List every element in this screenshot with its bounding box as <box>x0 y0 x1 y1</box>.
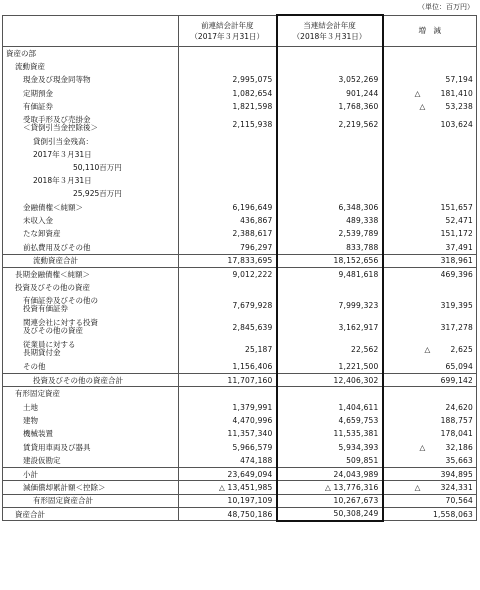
table-row <box>3 254 477 267</box>
change-value-cell <box>383 60 477 73</box>
row-label: 投資及びその他の資産合計 <box>3 374 179 387</box>
row-label: 受取手形及び売掛金 ＜貸倒引当金控除後＞ <box>3 113 179 135</box>
prior-year-value: 9,012,222 <box>179 267 277 280</box>
change-value: 188,757 <box>440 415 473 425</box>
change-value-cell <box>383 214 477 227</box>
change-value-cell <box>383 494 477 507</box>
table-row <box>3 481 477 494</box>
current-year-value: 24,043,989 <box>277 467 383 480</box>
prior-year-value <box>179 174 277 187</box>
table-row <box>3 100 477 113</box>
change-value-cell <box>383 441 477 454</box>
change-value-cell <box>383 400 477 413</box>
change-value: 1,558,063 <box>433 509 473 519</box>
change-value: 317,278 <box>440 322 473 332</box>
current-year-value: 1,404,611 <box>277 400 383 413</box>
header-current-year-date: （2018年３月31日） <box>292 32 367 41</box>
change-value-cell <box>383 148 477 161</box>
header-prior-year <box>179 15 277 47</box>
change-value-cell <box>383 227 477 240</box>
table-row <box>3 214 477 227</box>
prior-year-value: 10,197,109 <box>179 494 277 507</box>
current-year-value <box>277 148 383 161</box>
current-year-value: 489,338 <box>277 214 383 227</box>
change-value: 103,624 <box>440 119 473 129</box>
current-year-value <box>277 47 383 60</box>
prior-year-value: 2,388,617 <box>179 227 277 240</box>
current-year-value: 1,221,500 <box>277 360 383 373</box>
change-value: 178,041 <box>440 429 473 439</box>
prior-year-value <box>179 281 277 294</box>
table-row <box>3 294 477 316</box>
change-value: 37,491 <box>445 242 473 252</box>
current-year-value <box>277 161 383 174</box>
current-year-value <box>277 187 383 200</box>
change-value: 32,186 <box>445 442 473 452</box>
current-year-value: 9,481,618 <box>277 267 383 280</box>
row-label: 減価償却累計額＜控除＞ <box>3 481 179 494</box>
prior-year-value: 4,470,996 <box>179 414 277 427</box>
current-year-value: △ 13,776,316 <box>277 481 383 494</box>
current-year-value: 4,659,753 <box>277 414 383 427</box>
change-value-cell <box>383 254 477 267</box>
change-value-cell <box>383 467 477 480</box>
table-row <box>3 187 477 200</box>
decrease-marker: △ <box>419 102 426 112</box>
table-row <box>3 400 477 413</box>
table-row <box>3 338 477 360</box>
row-label: その他 <box>3 360 179 373</box>
header-change <box>383 15 477 47</box>
table-row <box>3 148 477 161</box>
unit-note: （単位：百万円） <box>418 3 474 11</box>
change-value: 70,564 <box>445 496 473 506</box>
change-value: 699,142 <box>440 375 473 385</box>
change-value-cell <box>383 87 477 100</box>
change-value: 469,396 <box>440 269 473 279</box>
change-value-cell <box>383 135 477 148</box>
decrease-marker: △ <box>414 482 421 492</box>
row-label: 有形固定資産 <box>3 387 179 400</box>
balance-sheet-table <box>2 14 477 522</box>
prior-year-value: 1,821,598 <box>179 100 277 113</box>
table-row <box>3 360 477 373</box>
table-row <box>3 227 477 240</box>
prior-year-value <box>179 161 277 174</box>
header-prior-year-date: （2017年３月31日） <box>190 31 265 41</box>
prior-year-value: △ 13,451,985 <box>179 481 277 494</box>
change-value-cell <box>383 374 477 387</box>
row-label: 有価証券及びその他の 投資有価証券 <box>3 294 179 316</box>
row-label: 現金及び現金同等物 <box>3 73 179 86</box>
change-value: 151,172 <box>440 229 473 239</box>
row-label: 建物 <box>3 414 179 427</box>
change-value-cell <box>383 316 477 338</box>
change-value: 52,471 <box>445 216 473 226</box>
prior-year-value <box>179 148 277 161</box>
current-year-value: 2,219,562 <box>277 113 383 135</box>
row-label: 小計 <box>3 467 179 480</box>
change-value-cell <box>383 200 477 213</box>
change-value-cell <box>383 113 477 135</box>
table-row <box>3 87 477 100</box>
prior-year-value: 436,867 <box>179 214 277 227</box>
table-row <box>3 507 477 520</box>
table-row <box>3 441 477 454</box>
table-row <box>3 387 477 400</box>
change-value-cell <box>383 174 477 187</box>
header-item <box>3 15 179 47</box>
prior-year-value: 23,649,094 <box>179 467 277 480</box>
row-label: 流動資産 <box>3 60 179 73</box>
row-label: 50,110百万円 <box>3 161 179 174</box>
row-label: 資産合計 <box>3 507 179 520</box>
table-header-row <box>3 15 477 47</box>
row-label: 建設仮勘定 <box>3 454 179 467</box>
change-value-cell <box>383 294 477 316</box>
change-value: 181,410 <box>440 88 473 98</box>
change-value-cell <box>383 161 477 174</box>
prior-year-value: 1,082,654 <box>179 87 277 100</box>
change-value-cell <box>383 187 477 200</box>
row-label: 従業員に対する 長期貸付金 <box>3 338 179 360</box>
table-row <box>3 60 477 73</box>
prior-year-value <box>179 47 277 60</box>
table-body <box>3 47 477 521</box>
table-row <box>3 414 477 427</box>
prior-year-value: 796,297 <box>179 241 277 254</box>
row-label: 有形固定資産合計 <box>3 494 179 507</box>
row-label: 2017年３月31日 <box>3 148 179 161</box>
table-row <box>3 174 477 187</box>
table-row <box>3 161 477 174</box>
table-row <box>3 316 477 338</box>
row-label: 定期預金 <box>3 87 179 100</box>
current-year-value: 7,999,323 <box>277 294 383 316</box>
change-value: 319,395 <box>440 300 473 310</box>
table-row <box>3 200 477 213</box>
current-year-value: 50,308,249 <box>277 507 383 520</box>
current-year-value: 5,934,393 <box>277 441 383 454</box>
change-value-cell <box>383 267 477 280</box>
prior-year-value: 474,188 <box>179 454 277 467</box>
change-value: 2,625 <box>450 344 473 354</box>
table-row <box>3 494 477 507</box>
current-year-value <box>277 387 383 400</box>
decrease-marker: △ <box>414 88 421 98</box>
current-year-value <box>277 174 383 187</box>
current-year-value <box>277 281 383 294</box>
prior-year-value: 7,679,928 <box>179 294 277 316</box>
change-value-cell <box>383 47 477 60</box>
change-value: 151,657 <box>440 202 473 212</box>
row-label: 流動資産合計 <box>3 254 179 267</box>
prior-year-value: 11,357,340 <box>179 427 277 440</box>
prior-year-value <box>179 60 277 73</box>
change-value-cell <box>383 454 477 467</box>
prior-year-value: 1,156,406 <box>179 360 277 373</box>
header-change-label: 増 減 <box>418 26 441 36</box>
prior-year-value: 48,750,186 <box>179 507 277 520</box>
change-value-cell <box>383 360 477 373</box>
table-row <box>3 73 477 86</box>
row-label: 前払費用及びその他 <box>3 241 179 254</box>
row-label: 25,925百万円 <box>3 187 179 200</box>
current-year-value: 3,052,269 <box>277 73 383 86</box>
prior-year-value <box>179 135 277 148</box>
row-label: 賃貸用車両及び器具 <box>3 441 179 454</box>
current-year-value: 3,162,917 <box>277 316 383 338</box>
prior-year-value: 1,379,991 <box>179 400 277 413</box>
prior-year-value: 17,833,695 <box>179 254 277 267</box>
row-label: 資産の部 <box>3 47 179 60</box>
current-year-value: 833,788 <box>277 241 383 254</box>
change-value: 57,194 <box>445 75 473 85</box>
prior-year-value: 6,196,649 <box>179 200 277 213</box>
change-value-cell <box>383 387 477 400</box>
header-current-year <box>277 15 383 47</box>
row-label: 投資及びその他の資産 <box>3 281 179 294</box>
table-row <box>3 47 477 60</box>
change-value-cell <box>383 338 477 360</box>
row-label: 機械装置 <box>3 427 179 440</box>
change-value: 24,620 <box>445 402 473 412</box>
prior-year-value: 2,115,938 <box>179 113 277 135</box>
current-year-value: 10,267,673 <box>277 494 383 507</box>
change-value-cell <box>383 100 477 113</box>
prior-year-value: 25,187 <box>179 338 277 360</box>
change-value: 318,961 <box>440 256 473 266</box>
prior-year-value: 2,995,075 <box>179 73 277 86</box>
current-year-value: 12,406,302 <box>277 374 383 387</box>
table-row <box>3 267 477 280</box>
table-row <box>3 281 477 294</box>
table-row <box>3 374 477 387</box>
change-value-cell <box>383 414 477 427</box>
current-year-value: 509,851 <box>277 454 383 467</box>
row-label: たな卸資産 <box>3 227 179 240</box>
prior-year-value: 2,845,639 <box>179 316 277 338</box>
table-row <box>3 241 477 254</box>
decrease-marker: △ <box>419 442 426 452</box>
change-value-cell <box>383 281 477 294</box>
table-row <box>3 427 477 440</box>
prior-year-value <box>179 187 277 200</box>
row-label: 貸倒引当金残高： <box>3 135 179 148</box>
current-year-value <box>277 135 383 148</box>
row-label: 有価証券 <box>3 100 179 113</box>
change-value-cell <box>383 427 477 440</box>
change-value-cell <box>383 481 477 494</box>
prior-year-value: 11,707,160 <box>179 374 277 387</box>
table-row <box>3 113 477 135</box>
current-year-value: 18,152,656 <box>277 254 383 267</box>
prior-year-value: 5,966,579 <box>179 441 277 454</box>
current-year-value: 2,539,789 <box>277 227 383 240</box>
row-label: 金融債権＜純額＞ <box>3 200 179 213</box>
current-year-value: 11,535,381 <box>277 427 383 440</box>
change-value: 65,094 <box>445 362 473 372</box>
change-value-cell <box>383 73 477 86</box>
change-value: 324,331 <box>440 482 473 492</box>
decrease-marker: △ <box>424 344 431 354</box>
change-value: 53,238 <box>445 102 473 112</box>
change-value-cell <box>383 241 477 254</box>
current-year-value: 6,348,306 <box>277 200 383 213</box>
table-row <box>3 454 477 467</box>
row-label: 未収入金 <box>3 214 179 227</box>
row-label: 土地 <box>3 400 179 413</box>
header-current-year-title: 当連結会計年度 <box>303 21 356 30</box>
change-value: 394,895 <box>440 469 473 479</box>
row-label: 関連会社に対する投資 及びその他の資産 <box>3 316 179 338</box>
table-row <box>3 467 477 480</box>
current-year-value <box>277 60 383 73</box>
current-year-value: 901,244 <box>277 87 383 100</box>
change-value-cell <box>383 507 477 520</box>
current-year-value: 1,768,360 <box>277 100 383 113</box>
table-row <box>3 135 477 148</box>
current-year-value: 22,562 <box>277 338 383 360</box>
change-value: 35,663 <box>445 455 473 465</box>
row-label: 2018年３月31日 <box>3 174 179 187</box>
row-label: 長期金融債権＜純額＞ <box>3 267 179 280</box>
header-prior-year-title: 前連結会計年度 <box>201 20 254 30</box>
prior-year-value <box>179 387 277 400</box>
